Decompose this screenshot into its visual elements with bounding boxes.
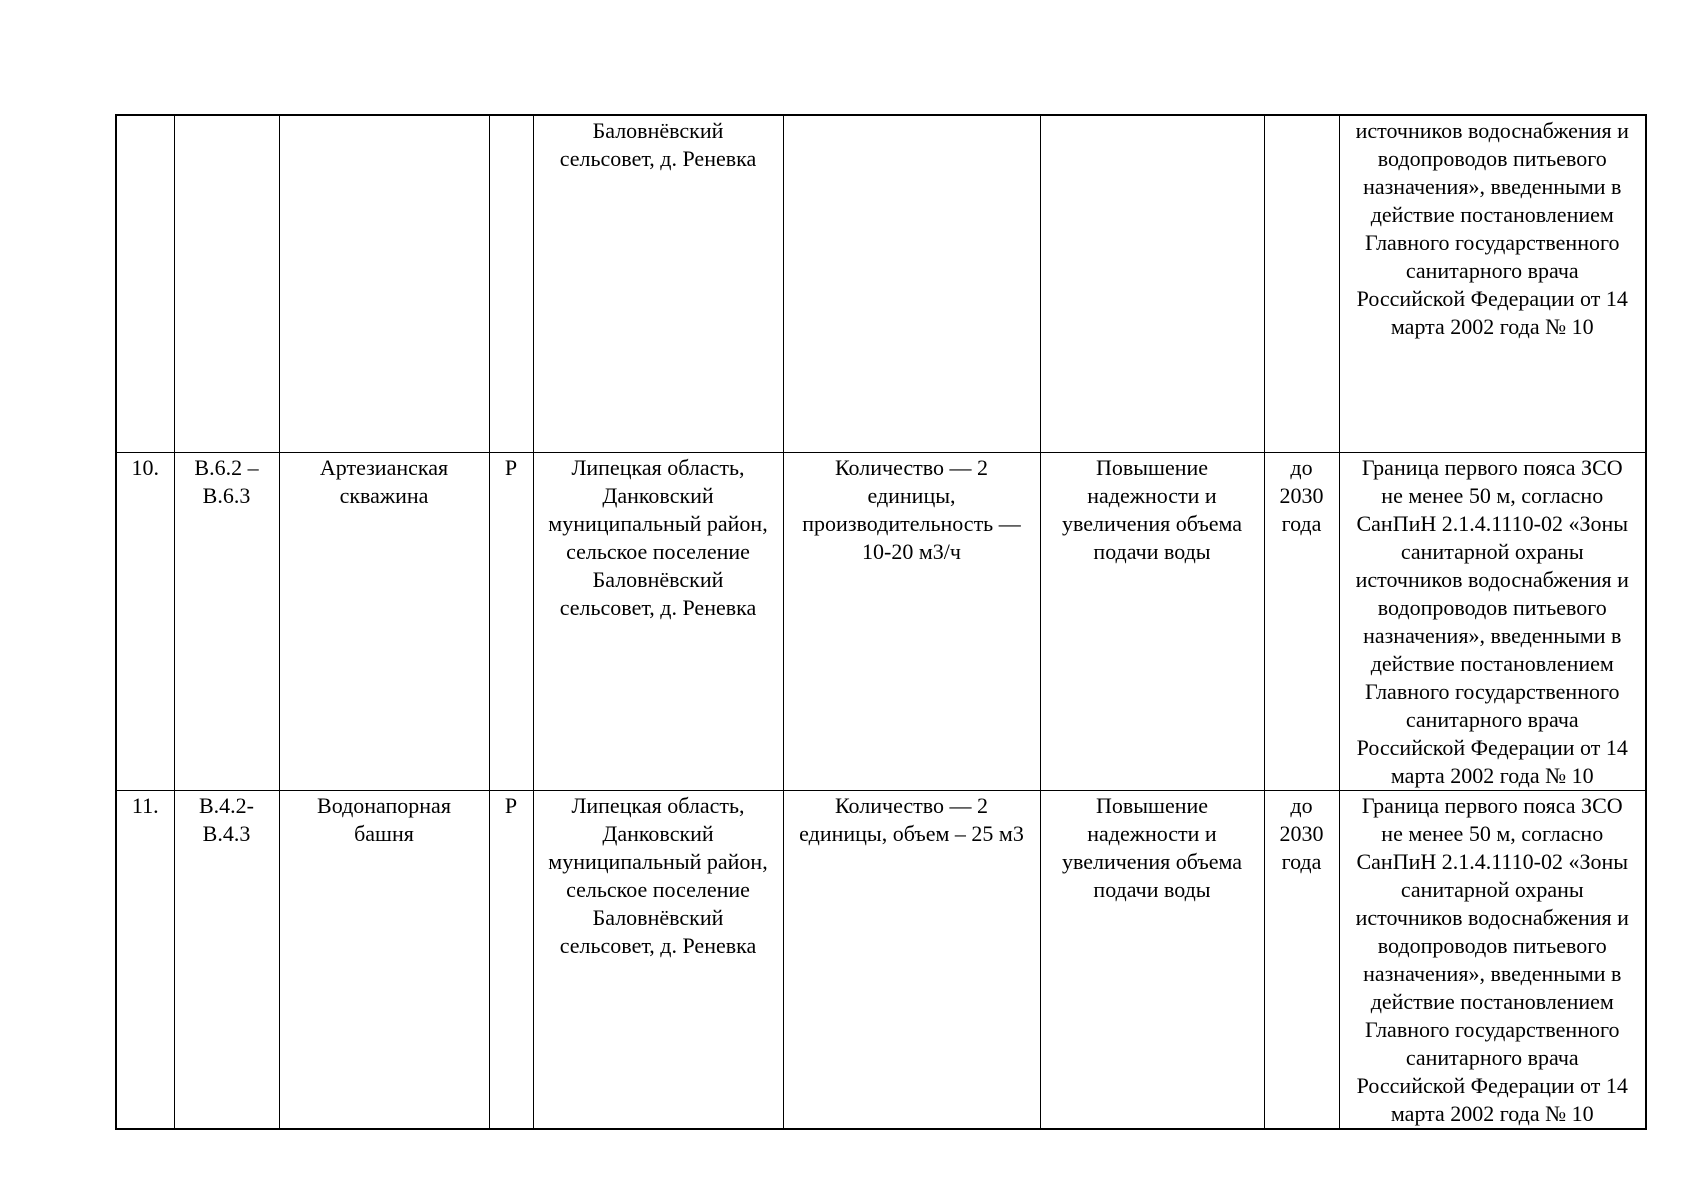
cell-characteristics: Количество — 2 единицы, объем – 25 м3 — [783, 791, 1040, 1130]
table-row — [116, 115, 1646, 453]
cell-zone: Граница первого пояса ЗСО не менее 50 м, согласно СанПиН 2.1.4.1110-02 «Зоны санитарной охраны источников водоснабжения и водопроводов питьевого назначения», введенными в действие постановлением Главного государственного санитарного врача Российской Федерации от 14 марта 2002 года № 10 — [1339, 453, 1646, 791]
cell-characteristics: Количество — 2 единицы, производительность — 10-20 м3/ч — [783, 453, 1040, 791]
cell-status: Р — [489, 453, 533, 791]
cell-purpose: Повышение надежности и увеличения объема подачи воды — [1040, 453, 1264, 791]
objects-table — [115, 114, 1647, 1130]
cell-num: 11. — [116, 791, 174, 1130]
cell-term: до 2030 года — [1264, 453, 1339, 791]
cell-code — [174, 115, 279, 453]
cell-characteristics — [783, 115, 1040, 453]
cell-num — [116, 115, 174, 453]
cell-object: Водонапорная башня — [279, 791, 489, 1130]
cell-status — [489, 115, 533, 453]
cell-location: Баловнёвский сельсовет, д. Реневка — [533, 115, 783, 453]
cell-object — [279, 115, 489, 453]
table-row — [116, 791, 1646, 1130]
cell-purpose: Повышение надежности и увеличения объема подачи воды — [1040, 791, 1264, 1130]
cell-code: В.4.2- В.4.3 — [174, 791, 279, 1130]
cell-num: 10. — [116, 453, 174, 791]
cell-status: Р — [489, 791, 533, 1130]
cell-object: Артезианская скважина — [279, 453, 489, 791]
cell-code: В.6.2 – В.6.3 — [174, 453, 279, 791]
cell-term — [1264, 115, 1339, 453]
table-row — [116, 453, 1646, 791]
cell-location: Липецкая область, Данковский муниципальный район, сельское поселение Баловнёвский сельсовет, д. Реневка — [533, 453, 783, 791]
cell-purpose — [1040, 115, 1264, 453]
cell-zone: Граница первого пояса ЗСО не менее 50 м, согласно СанПиН 2.1.4.1110-02 «Зоны санитарной охраны источников водоснабжения и водопроводов питьевого назначения», введенными в действие постановлением Главного государственного санитарного врача Российской Федерации от 14 марта 2002 года № 10 — [1339, 791, 1646, 1130]
cell-location: Липецкая область, Данковский муниципальный район, сельское поселение Баловнёвский сельсовет, д. Реневка — [533, 791, 783, 1130]
cell-zone: источников водоснабжения и водопроводов питьевого назначения», введенными в действие постановлением Главного государственного санитарного врача Российской Федерации от 14 марта 2002 года № 10 — [1339, 115, 1646, 453]
cell-term: до 2030 года — [1264, 791, 1339, 1130]
